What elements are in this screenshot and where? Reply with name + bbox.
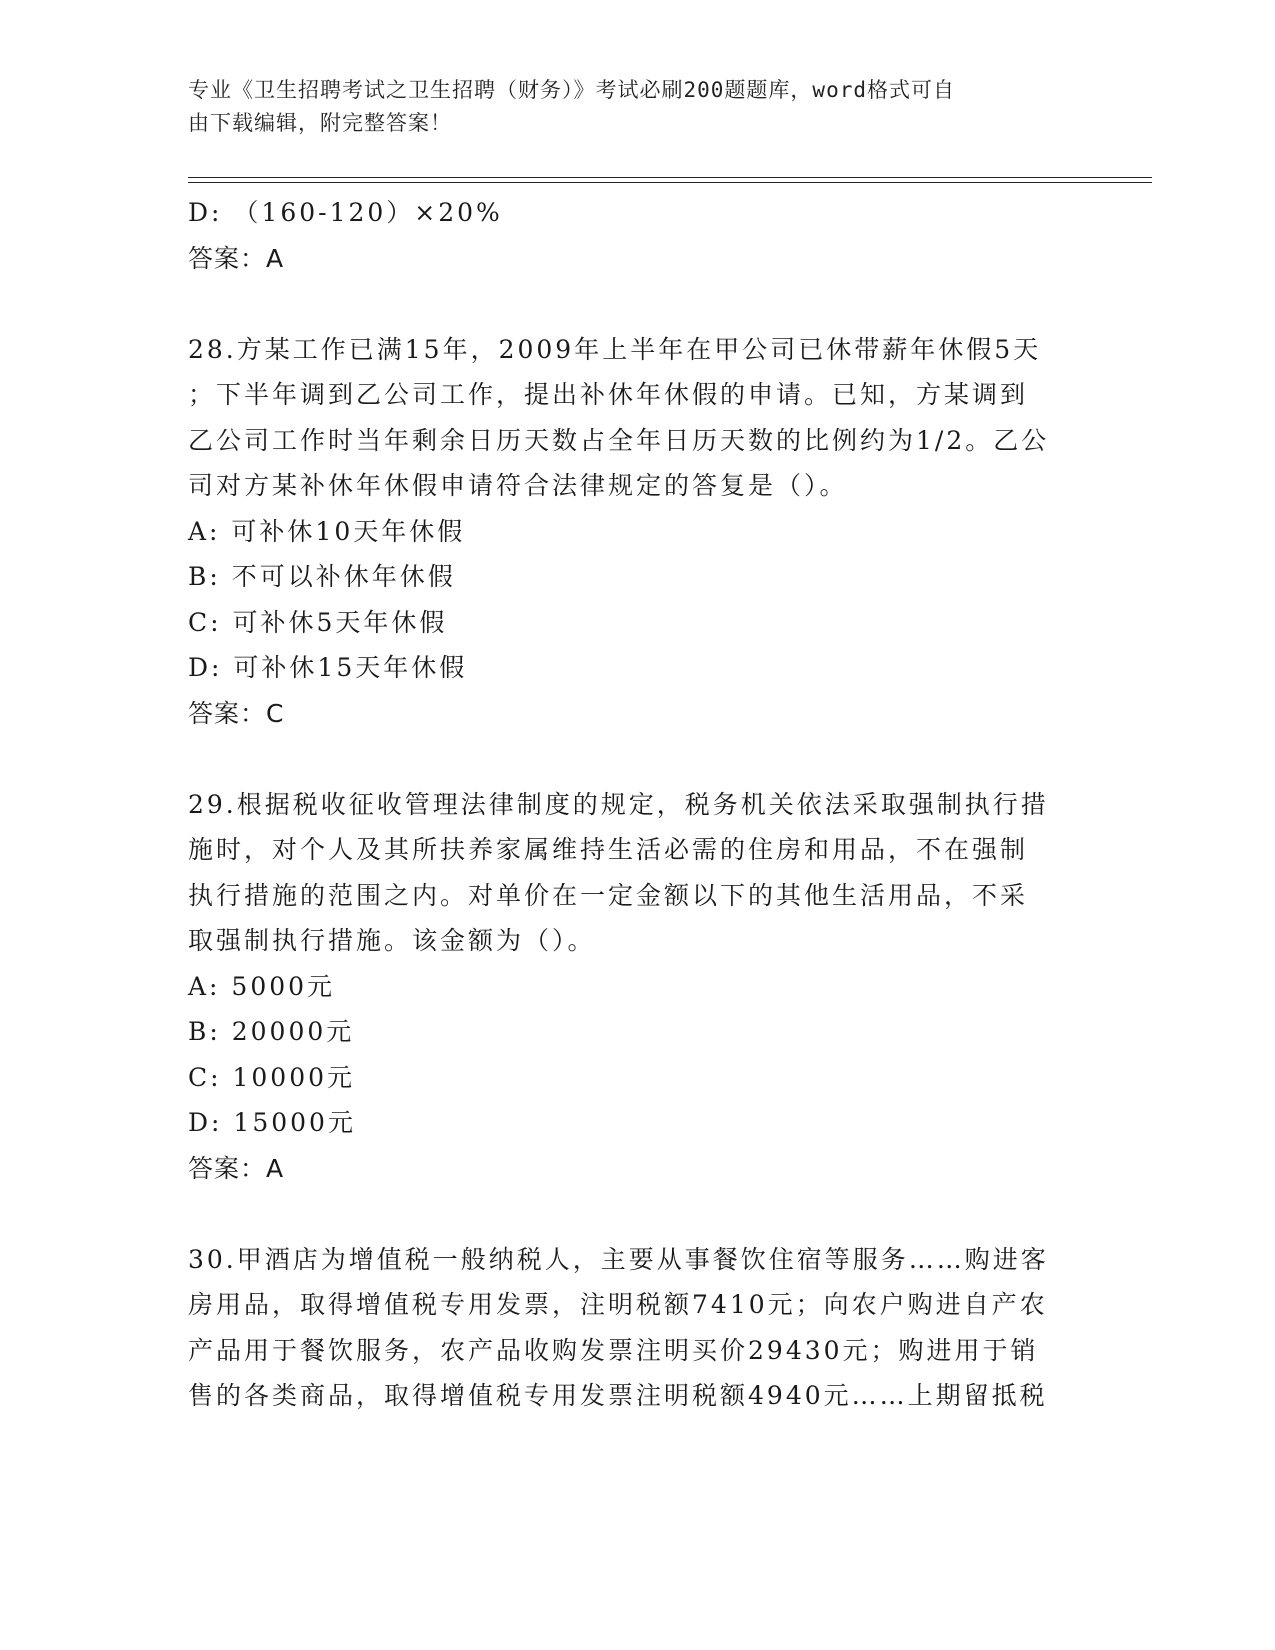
spacer — [188, 281, 1088, 327]
question-29-line-1: 29.根据税收征收管理法律制度的规定，税务机关依法采取强制执行措 — [188, 789, 1049, 819]
header-line-1: 专业《卫生招聘考试之卫生招聘（财务）》考试必刷200题题库，word格式可自 — [188, 78, 955, 102]
spacer — [188, 1191, 1088, 1237]
question-29-answer: 答案：A — [188, 1153, 285, 1183]
prev-question-answer: 答案：A — [188, 243, 285, 273]
question-29-line-2: 施时，对个人及其所扶养家属维持生活必需的住房和用品，不在强制 — [188, 835, 1029, 864]
document-body — [188, 190, 1088, 1419]
question-28-option-b: B: 不可以补休年休假 — [188, 562, 456, 591]
question-28-answer: 答案：C — [188, 698, 285, 728]
question-29-option-b: B: 20000元 — [188, 1017, 355, 1046]
question-28-line-2: ；下半年调到乙公司工作，提出补休年休假的申请。已知，方某调到 — [188, 380, 1029, 409]
question-28 — [188, 327, 1088, 737]
question-30-line-4: 售的各类商品，取得增值税专用发票注明税额4940元……上期留抵税 — [188, 1381, 1048, 1410]
spacer — [188, 736, 1088, 782]
question-28-option-a: A: 可补休10天年休假 — [188, 516, 466, 546]
question-29 — [188, 782, 1088, 1192]
header-divider-bottom — [188, 182, 1152, 183]
question-29-option-c: C: 10000元 — [188, 1062, 356, 1092]
question-29-line-3: 执行措施的范围之内。对单价在一定金额以下的其他生活用品，不采 — [188, 880, 1029, 910]
question-30-line-1: 30.甲酒店为增值税一般纳税人，主要从事餐饮住宿等服务……购进客 — [188, 1244, 1049, 1274]
document-header — [188, 74, 1068, 140]
question-30-line-3: 产品用于餐饮服务，农产品收购发票注明买价29430元；购进用于销 — [188, 1335, 1039, 1365]
question-29-option-a: A: 5000元 — [188, 971, 336, 1001]
header-divider-top — [188, 177, 1152, 178]
question-30 — [188, 1237, 1088, 1419]
question-29-line-4: 取强制执行措施。该金额为（）。 — [188, 926, 596, 955]
prev-question-option-d: D: （160-120）×20% — [188, 198, 503, 227]
question-28-line-3: 乙公司工作时当年剩余日历天数占全年日历天数的比例约为1/2。乙公 — [188, 425, 1050, 455]
question-28-option-c: C: 可补休5天年休假 — [188, 607, 448, 637]
question-29-option-d: D: 15000元 — [188, 1108, 356, 1137]
question-28-line-4: 司对方某补休年休假申请符合法律规定的答复是（）。 — [188, 471, 848, 500]
question-28-option-d: D: 可补休15天年休假 — [188, 653, 468, 682]
question-28-line-1: 28.方某工作已满15年，2009年上半年在甲公司已休带薪年休假5天 — [188, 334, 1042, 364]
header-line-2: 由下载编辑，附完整答案！ — [188, 111, 452, 135]
question-30-line-2: 房用品，取得增值税专用发票，注明税额7410元；向农户购进自产农 — [188, 1290, 1048, 1319]
